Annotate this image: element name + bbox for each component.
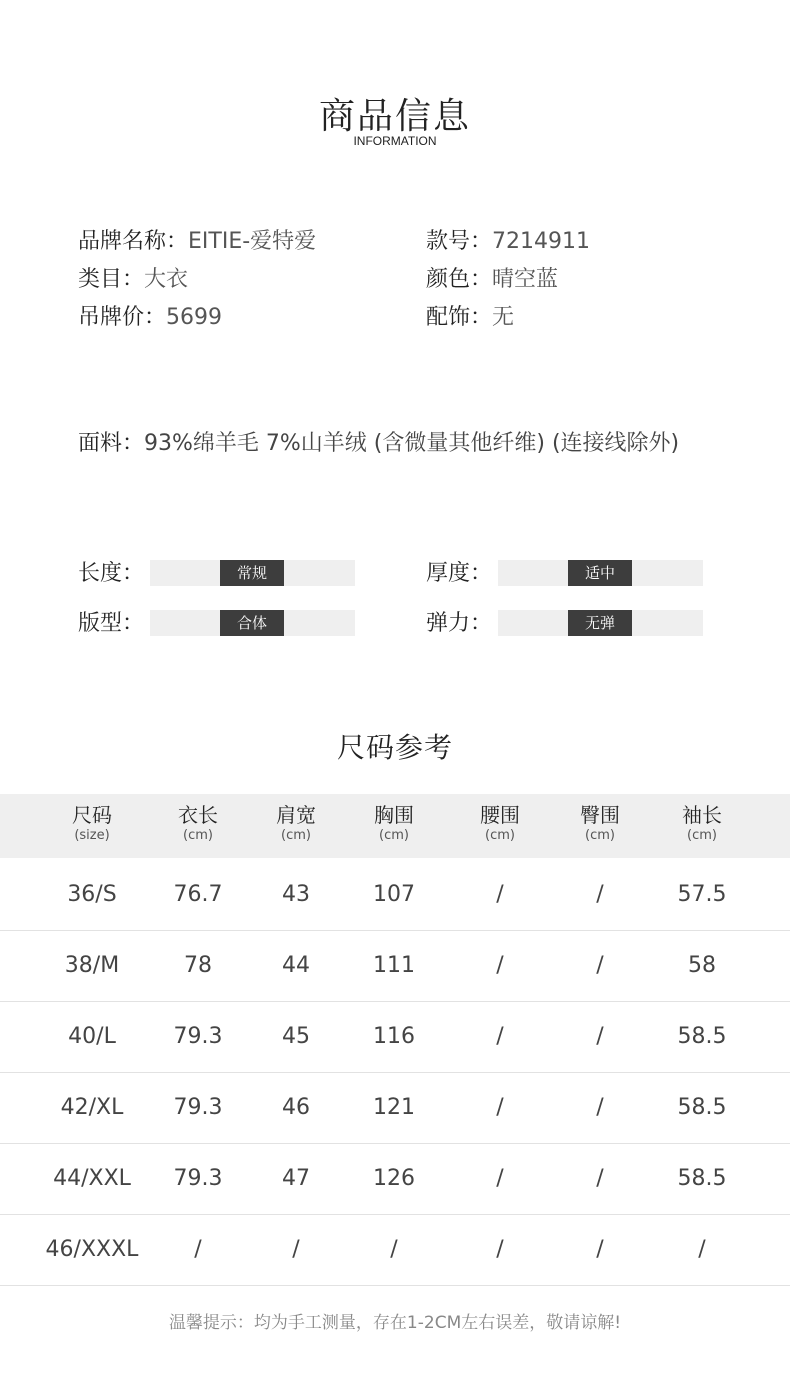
table-cell: 116: [373, 1024, 415, 1049]
table-cell: /: [596, 1166, 604, 1191]
table-cell: /: [698, 1237, 706, 1262]
table-cell: /: [596, 1237, 604, 1262]
table-row: [0, 860, 790, 931]
info-style-no-label: 款号：: [426, 229, 493, 254]
info-price-value: 5699: [166, 305, 223, 330]
table-cell: 79.3: [173, 1166, 223, 1191]
table-cell: /: [596, 1095, 604, 1120]
table-cell: /: [496, 882, 504, 907]
column-header-unit: (cm): [485, 828, 515, 843]
table-cell: 43: [282, 882, 310, 907]
table-row: [0, 1073, 790, 1144]
fabric-label: 面料：: [78, 431, 145, 456]
info-color-value: 晴空蓝: [492, 267, 559, 292]
table-cell: /: [292, 1237, 300, 1262]
fabric-info: [78, 426, 679, 457]
table-cell: 76.7: [173, 882, 223, 907]
page-subtitle: INFORMATION: [353, 134, 437, 148]
info-accessory: [426, 300, 514, 331]
table-cell: 42/XL: [60, 1095, 124, 1120]
column-header-shoulder: [246, 802, 346, 844]
table-cell: 46: [282, 1095, 310, 1120]
column-header-label: 肩宽: [276, 803, 316, 827]
info-brand-label: 品牌名称：: [78, 229, 189, 254]
info-brand-value: EITIE-爱特爱: [188, 229, 317, 254]
table-cell: 45: [282, 1024, 310, 1049]
table-cell: 79.3: [173, 1024, 223, 1049]
attr-elasticity: [426, 608, 706, 636]
column-header-unit: (size): [74, 828, 110, 843]
table-cell: 121: [373, 1095, 415, 1120]
table-cell: 111: [373, 953, 415, 978]
table-cell: /: [496, 1024, 504, 1049]
measurement-disclaimer: 温馨提示：均为手工测量，存在1-2CM左右误差，敬请谅解!: [168, 1313, 622, 1333]
info-brand: [78, 224, 316, 255]
attr-fit: [78, 608, 358, 636]
column-header-size: [42, 802, 142, 844]
attr-length: [78, 558, 358, 586]
column-header-hip: [550, 802, 650, 844]
table-cell: 58: [688, 953, 716, 978]
table-cell: /: [496, 1095, 504, 1120]
table-cell: 58.5: [677, 1024, 727, 1049]
page-title: 商品信息: [318, 96, 471, 137]
table-cell: /: [496, 953, 504, 978]
table-cell: 79.3: [173, 1095, 223, 1120]
info-style-no-value: 7214911: [492, 229, 590, 254]
column-header-label: 袖长: [682, 803, 722, 827]
table-cell: 58.5: [677, 1095, 727, 1120]
size-chart-title: 尺码参考: [336, 731, 453, 764]
table-cell: 38/M: [64, 953, 120, 978]
attr-thickness-label: 厚度：: [426, 561, 493, 586]
column-header-length: [148, 802, 248, 844]
attr-fit-chip: 合体: [220, 610, 284, 636]
table-cell: 126: [373, 1166, 415, 1191]
table-cell: 47: [282, 1166, 310, 1191]
column-header-label: 腰围: [480, 803, 520, 827]
column-header-unit: (cm): [183, 828, 213, 843]
table-cell: /: [596, 882, 604, 907]
table-cell: /: [596, 1024, 604, 1049]
table-cell: /: [194, 1237, 202, 1262]
attr-thickness-chip: 适中: [568, 560, 632, 586]
table-cell: 40/L: [68, 1024, 116, 1049]
table-cell: 58.5: [677, 1166, 727, 1191]
table-cell: /: [496, 1166, 504, 1191]
attr-elasticity-label: 弹力：: [426, 611, 493, 636]
table-cell: /: [596, 953, 604, 978]
info-price-label: 吊牌价：: [78, 305, 167, 330]
info-category-value: 大衣: [144, 267, 189, 292]
table-cell: /: [496, 1237, 504, 1262]
info-category: [78, 262, 188, 293]
table-cell: 78: [184, 953, 212, 978]
table-cell: 107: [373, 882, 415, 907]
attr-length-chip: 常规: [220, 560, 284, 586]
table-row: [0, 931, 790, 1002]
info-price: [78, 300, 222, 331]
column-header-label: 尺码: [72, 803, 112, 827]
column-header-unit: (cm): [585, 828, 615, 843]
table-row: [0, 1215, 790, 1286]
info-accessory-value: 无: [492, 305, 515, 330]
fabric-value: 93%绵羊毛 7%山羊绒 (含微量其他纤维) (连接线除外): [144, 431, 680, 456]
table-row: [0, 1144, 790, 1215]
table-cell: 36/S: [67, 882, 117, 907]
table-cell: 46/XXXL: [45, 1237, 139, 1262]
column-header-label: 臀围: [580, 803, 620, 827]
info-color: [426, 262, 558, 293]
column-header-label: 衣长: [178, 803, 218, 827]
column-header-label: 胸围: [374, 803, 414, 827]
column-header-waist: [450, 802, 550, 844]
column-header-chest: [344, 802, 444, 844]
info-accessory-label: 配饰：: [426, 305, 493, 330]
table-cell: 44: [282, 953, 310, 978]
column-header-unit: (cm): [281, 828, 311, 843]
table-cell: /: [390, 1237, 398, 1262]
column-header-unit: (cm): [379, 828, 409, 843]
size-table-header: [0, 794, 790, 858]
column-header-unit: (cm): [687, 828, 717, 843]
table-cell: 57.5: [677, 882, 727, 907]
attr-fit-label: 版型：: [78, 611, 145, 636]
info-color-label: 颜色：: [426, 267, 493, 292]
info-category-label: 类目：: [78, 267, 145, 292]
attr-length-label: 长度：: [78, 561, 145, 586]
attr-elasticity-chip: 无弹: [568, 610, 632, 636]
table-row: [0, 1002, 790, 1073]
info-style-no: [426, 224, 590, 255]
table-cell: 44/XXL: [53, 1166, 131, 1191]
attr-thickness: [426, 558, 706, 586]
column-header-sleeve: [652, 802, 752, 844]
